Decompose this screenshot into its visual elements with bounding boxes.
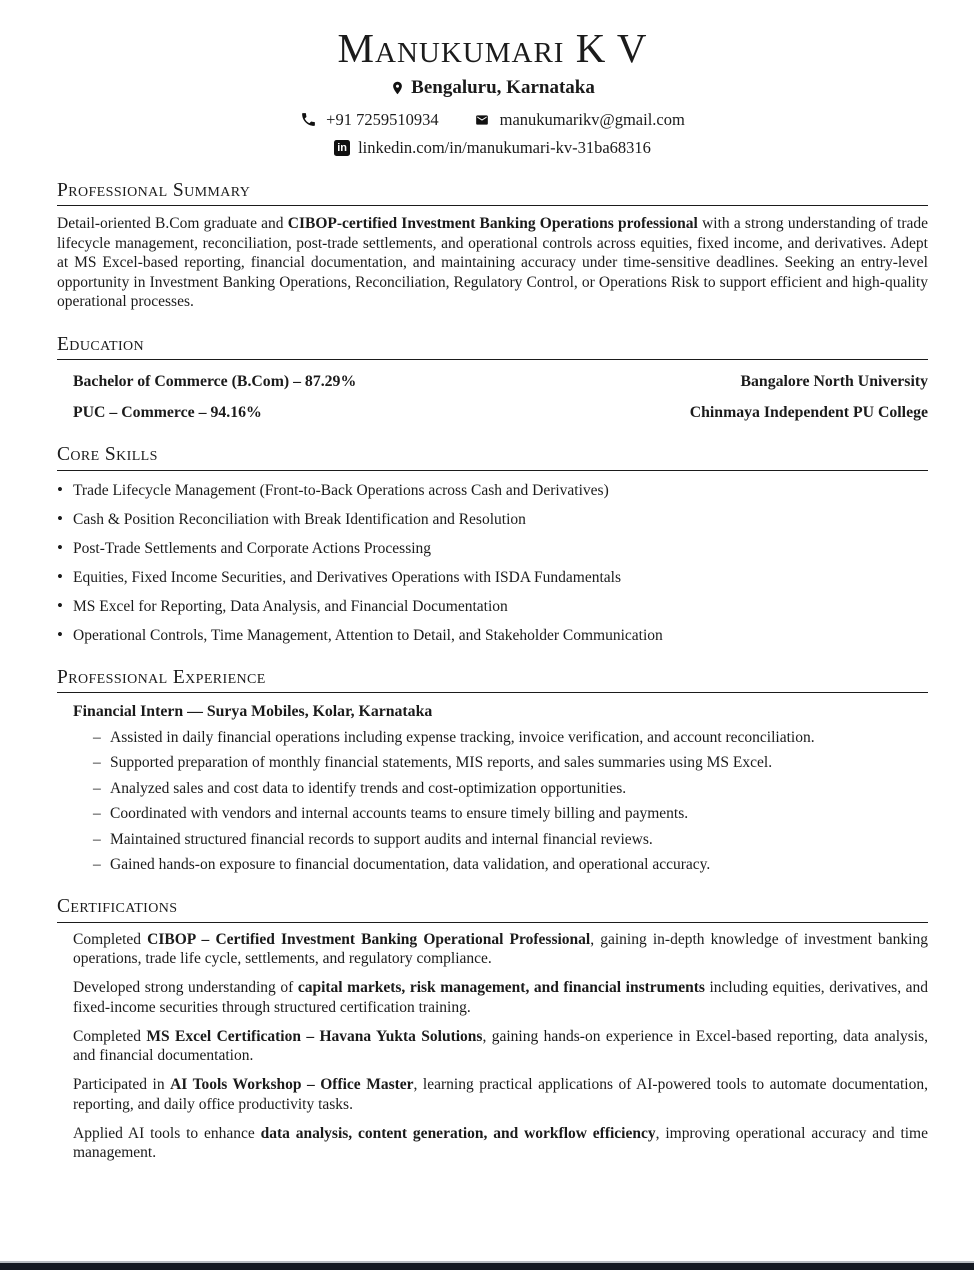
skill-item: • Equities, Fixed Income Securities, and Derivatives Operations with ISDA Fundamentals	[57, 568, 928, 587]
experience-bullet: – Supported preparation of monthly financial statements, MIS reports, and sales summaries using MS Excel.	[57, 753, 928, 772]
envelope-icon	[473, 113, 491, 127]
certification-paragraph	[57, 1075, 928, 1114]
certification-paragraph	[57, 1027, 928, 1066]
contact-line	[57, 110, 928, 130]
linkedin-icon	[334, 140, 350, 156]
summary-text: with a strong understanding of trade lifecycle management, reconciliation, post-trade settlements, and operational controls across equities, fixed income, and derivatives. Adept at MS Excel-based reporting, financial documentation, and maintaining accuracy under time-sensitive deadlines. Seeking an entry-level opportunity in Investment Banking Operations, Reconciliation, Regulatory Control, or Operations Risk to support efficient and high-quality operational processes.	[57, 215, 929, 311]
location-text: Bengaluru, Karnataka	[411, 76, 595, 98]
certification-text: , gaining in-depth knowledge of investment banking operations, trade life cycle, settlements, and regulatory compliance.	[73, 930, 928, 968]
section-rule	[57, 205, 928, 206]
certification-paragraph	[57, 930, 928, 969]
section-professional-summary	[57, 181, 928, 312]
certification-bold-text: data analysis, content generation, and workflow efficiency	[260, 1124, 656, 1142]
section-rule	[57, 470, 928, 471]
experience-bullet: – Maintained structured financial records to support audits and internal financial reviews.	[57, 830, 928, 849]
section-rule	[57, 922, 928, 923]
email-text: manukumarikv@gmail.com	[499, 109, 685, 129]
certification-text: Completed	[73, 1027, 147, 1045]
skill-item: • Cash & Position Reconciliation with Break Identification and Resolution	[57, 510, 928, 529]
phone-icon	[300, 111, 317, 128]
education-row	[57, 373, 928, 391]
skill-item: • MS Excel for Reporting, Data Analysis, and Financial Documentation	[57, 597, 928, 616]
section-title-education: Education	[57, 333, 145, 355]
summary-bold-text: CIBOP-certified Investment Banking Operations professional	[287, 215, 698, 233]
certification-bold-text: capital markets, risk management, and financial instruments	[297, 979, 705, 997]
certification-paragraph	[57, 978, 928, 1017]
section-title-summary: Professional Summary	[57, 179, 251, 201]
certification-text: , learning practical applications of AI-powered tools to automate documentation, reporting, and daily office productivity tasks.	[73, 1076, 928, 1113]
certification-text: Developed strong understanding of	[73, 979, 298, 997]
education-degree: PUC – Commerce – 94.16%	[73, 404, 262, 422]
education-institution: Chinmaya Independent PU College	[689, 404, 928, 422]
certification-bold-text: MS Excel Certification – Havana Yukta Solutions	[146, 1027, 483, 1045]
section-title-experience: Professional Experience	[57, 666, 266, 688]
experience-role: Financial Intern — Surya Mobiles, Kolar, Karnataka	[73, 703, 433, 721]
linkedin-badge: in	[334, 140, 350, 156]
certification-text: including equities, derivatives, and fixed-income securities through structured certification training.	[73, 979, 929, 1016]
section-title-certifications: Certifications	[57, 896, 178, 918]
education-institution: Bangalore North University	[740, 373, 928, 391]
experience-bullet-list	[57, 728, 928, 875]
experience-bullet: – Gained hands-on exposure to financial documentation, data validation, and operational accuracy.	[57, 855, 928, 874]
summary-paragraph	[57, 214, 928, 312]
section-title-core-skills: Core Skills	[57, 444, 158, 466]
certification-bold-text: CIBOP – Certified Investment Banking Operational Professional	[147, 930, 591, 948]
certification-text: , improving operational accuracy and time management.	[73, 1124, 928, 1162]
bottom-window-edge	[0, 1261, 974, 1270]
linkedin-text: linkedin.com/in/manukumari-kv-31ba68316	[358, 137, 651, 157]
section-education	[57, 335, 928, 423]
resume-header	[57, 26, 928, 158]
summary-text: Detail-oriented B.Com graduate and	[57, 215, 288, 233]
skill-item: • Trade Lifecycle Management (Front-to-Back Operations across Cash and Derivatives)	[57, 481, 928, 500]
section-professional-experience	[57, 668, 928, 875]
section-rule	[57, 692, 928, 693]
candidate-name: Manukumari K V	[337, 25, 648, 71]
email-item[interactable]	[473, 110, 685, 130]
education-row	[57, 404, 928, 422]
phone-text: +91 7259510934	[326, 109, 439, 129]
section-certifications	[57, 897, 928, 1163]
experience-bullet: – Assisted in daily financial operations including expense tracking, invoice verification, and account reconciliation.	[57, 728, 928, 747]
section-core-skills	[57, 445, 928, 645]
certification-bold-text: AI Tools Workshop – Office Master	[170, 1076, 414, 1094]
phone-item[interactable]	[300, 110, 438, 130]
section-rule	[57, 359, 928, 360]
certification-text: Applied AI tools to enhance	[73, 1124, 261, 1142]
certification-text: , gaining hands-on experience in Excel-based reporting, data analysis, and financial documentation.	[73, 1027, 929, 1065]
experience-bullet: – Analyzed sales and cost data to identify trends and cost-optimization opportunities.	[57, 779, 928, 798]
skill-item: • Post-Trade Settlements and Corporate Actions Processing	[57, 539, 928, 558]
linkedin-line[interactable]	[57, 138, 928, 158]
education-degree: Bachelor of Commerce (B.Com) – 87.29%	[73, 373, 357, 391]
certification-text: Participated in	[73, 1076, 171, 1094]
certification-paragraph	[57, 1124, 928, 1163]
skill-item: • Operational Controls, Time Management, Attention to Detail, and Stakeholder Communication	[57, 626, 928, 645]
core-skills-list	[57, 481, 928, 645]
location-line	[57, 77, 928, 99]
experience-bullet: – Coordinated with vendors and internal accounts teams to ensure timely billing and payments.	[57, 804, 928, 823]
certification-text: Completed	[73, 930, 148, 948]
location-pin-icon	[390, 78, 405, 98]
